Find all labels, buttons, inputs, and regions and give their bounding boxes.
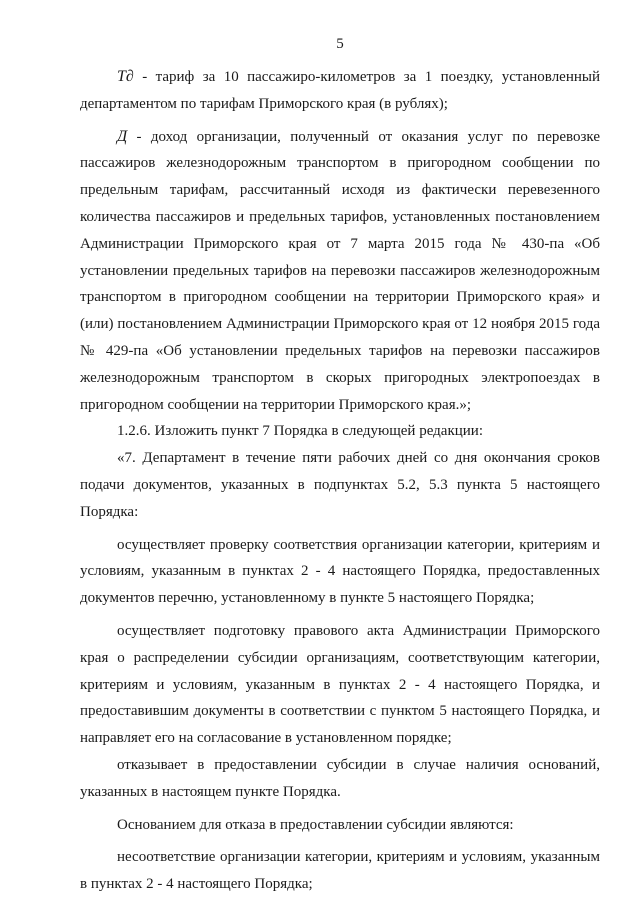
document-body [80, 64, 600, 898]
paragraph-amendment-heading [80, 418, 600, 445]
paragraph-text: осуществляет проверку соответствия организации категории, критериям и условиям, указанным в пунктах 2 - 4 настоящего Порядка, предоставленных документов перечню, установленному в пункте 5 настоящего Порядка; [80, 536, 600, 607]
paragraph-refusal-grounds [80, 812, 600, 839]
page-number: 5 [336, 36, 344, 52]
formula-symbol: Т∂ [117, 68, 134, 85]
paragraph-legal-act [80, 618, 600, 752]
paragraph-text: несоответствие организации категории, критериям и условиям, указанным в пунктах 2 - 4 настоящего Порядка; [80, 849, 600, 893]
paragraph-income-definition [80, 124, 600, 419]
paragraph-text: - доход организации, полученный от оказания услуг по перевозке пассажиров железнодорожным транспортом в пригородном сообщении по предельным тарифам, рассчитанный исходя из фактически перевезенного количества пассажиров и предельных тарифов, установленных постановлением Администрации Приморского края от 7 марта 2015 года № 430-па «Об установлении предельных тарифов на перевозки пассажиров железнодорожным транспортом в пригородном сообщении на территории Приморского края» и (или) постановлением Администрации Приморского края от 12 ноября 2015 года № 429-па «Об установлении предельных тарифов на перевозки пассажиров железнодорожным транспортом в скорых пригородных электропоездах в пригородном сообщении на территории Приморского края.»; [80, 128, 600, 413]
paragraph-refusal [80, 752, 600, 806]
paragraph-item-7 [80, 445, 600, 525]
paragraph-text: 1.2.6. Изложить пункт 7 Порядка в следующей редакции: [117, 423, 483, 440]
paragraph-text: «7. Департамент в течение пяти рабочих дней со дня окончания сроков подачи документов, указанных в подпунктах 5.2, 5.3 пункта 5 настоящего Порядка: [80, 450, 600, 520]
paragraph-text: осуществляет подготовку правового акта Администрации Приморского края о распределении субсидии организациям, соответствующим категории, критериям и условиям, указанным в пунктах 2 - 4 настоящего Порядка, и предоставившим документы в соответствии с пунктом 5 настоящего Порядка, и направляет его на согласование в установленном порядке; [80, 622, 600, 747]
paragraph-text: отказывает в предоставлении субсидии в случае наличия оснований, указанных в настоящем пункте Порядка. [80, 756, 600, 800]
paragraph-text: - тариф за 10 пассажиро-километров за 1 поездку, установленный департаментом по тарифам Приморского края (в рублях); [80, 69, 600, 112]
formula-symbol: Д [117, 127, 128, 145]
document-page [80, 0, 600, 905]
paragraph-tariff-definition [80, 64, 600, 118]
paragraph-nonconformity [80, 844, 600, 898]
paragraph-text: Основанием для отказа в предоставлении субсидии являются: [117, 816, 514, 833]
paragraph-verification [80, 532, 600, 612]
